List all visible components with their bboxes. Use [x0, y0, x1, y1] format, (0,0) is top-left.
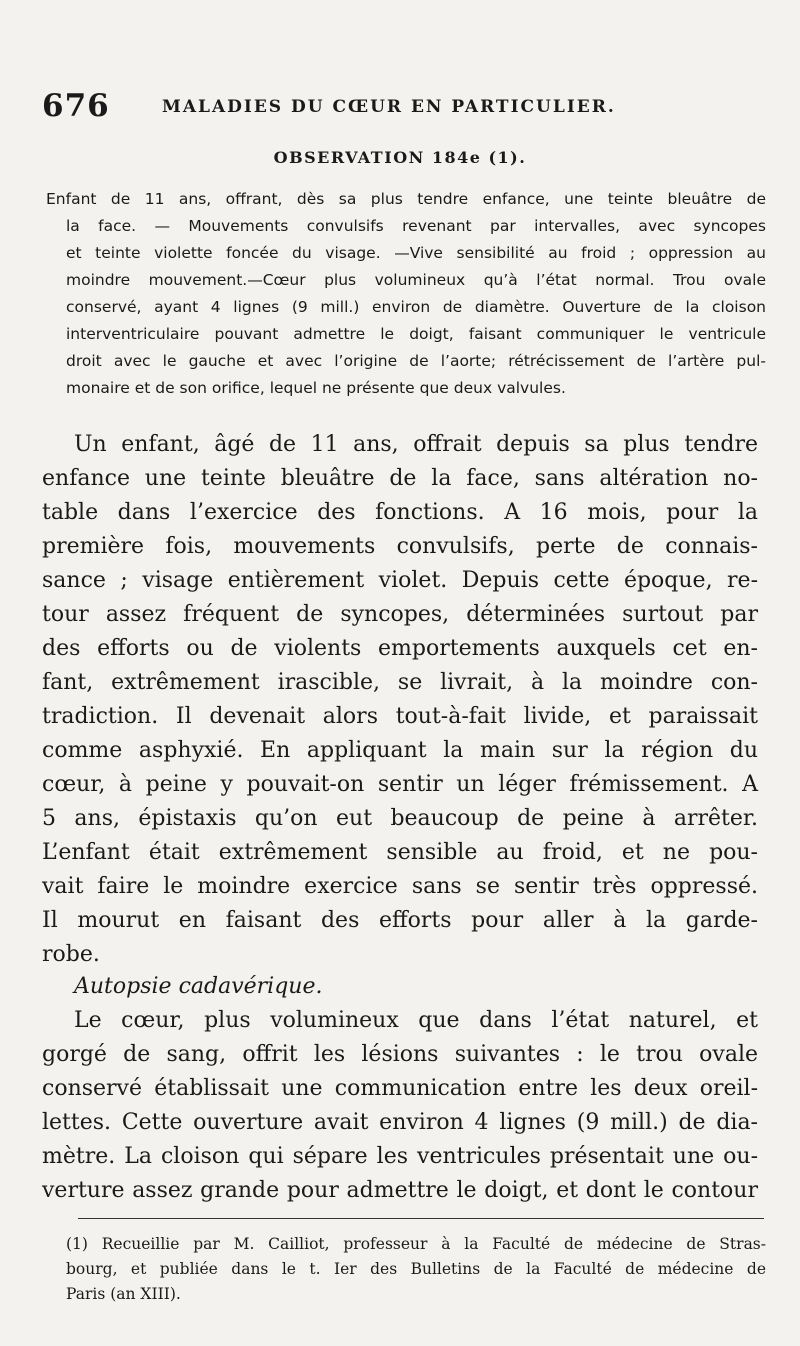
body-line: fant, extrêmement irascible, se livrait, à la moindre con- [42, 670, 758, 695]
summary-line: la face. — Mouvements convulsifs revenant par intervalles, avec syncopes [66, 217, 766, 235]
body-line: conservé établissait une communication entre les deux oreil- [42, 1076, 758, 1101]
page-header [42, 88, 758, 128]
summary-line: monaire et de son orifice, lequel ne présente que deux valvules. [66, 379, 566, 397]
case-narrative [42, 428, 758, 972]
footnote [66, 1232, 766, 1307]
summary-line: interventriculaire pouvant admettre le doigt, faisant communiquer le ventricule [66, 325, 766, 343]
footnote-line: Paris (an XIII). [66, 1285, 181, 1303]
body-line: sance ; visage entièrement violet. Depuis cette époque, re- [42, 568, 758, 593]
summary-line: conservé, ayant 4 lignes (9 mill.) environ de diamètre. Ouverture de la cloison [66, 298, 766, 316]
footnote-line: (1) Recueillie par M. Cailliot, professeur à la Faculté de médecine de Stras- [66, 1235, 766, 1253]
running-head: MALADIES DU CŒUR EN PARTICULIER. [162, 97, 616, 117]
body-line: mètre. La cloison qui sépare les ventricules présentait une ou- [42, 1144, 758, 1169]
body-line: tour assez fréquent de syncopes, déterminées surtout par [42, 602, 758, 627]
body-line: tradiction. Il devenait alors tout-à-fait livide, et paraissait [42, 704, 758, 729]
body-line: cœur, à peine y pouvait-on sentir un léger frémissement. A [42, 772, 758, 797]
body-line: Un enfant, âgé de 11 ans, offrait depuis sa plus tendre [74, 432, 758, 457]
body-line: des efforts ou de violents emportements auxquels cet en- [42, 636, 758, 661]
body-line: gorgé de sang, offrit les lésions suivantes : le trou ovale [42, 1042, 758, 1067]
observation-summary [46, 186, 766, 402]
autopsy-narrative [42, 1004, 758, 1208]
footnote-divider [78, 1218, 764, 1219]
body-line: table dans l’exercice des fonctions. A 16 mois, pour la [42, 500, 758, 525]
body-line: lettes. Cette ouverture avait environ 4 lignes (9 mill.) de dia- [42, 1110, 758, 1135]
body-line: verture assez grande pour admettre le doigt, et dont le contour [42, 1178, 758, 1203]
body-line: enfance une teinte bleuâtre de la face, sans altération no- [42, 466, 758, 491]
page-number: 676 [42, 88, 110, 124]
summary-line: Enfant de 11 ans, offrant, dès sa plus tendre enfance, une teinte bleuâtre de [46, 190, 766, 208]
observation-title: OBSERVATION 184e (1). [273, 148, 527, 167]
body-line: comme asphyxié. En appliquant la main sur la région du [42, 738, 758, 763]
body-line: L’enfant était extrêmement sensible au froid, et ne pou- [42, 840, 758, 865]
autopsy-heading: Autopsie cadavérique. [74, 974, 323, 999]
body-line: robe. [42, 942, 100, 967]
body-line: première fois, mouvements convulsifs, perte de connais- [42, 534, 758, 559]
summary-line: et teinte violette foncée du visage. —Vive sensibilité au froid ; oppression au [66, 244, 766, 262]
body-line: Il mourut en faisant des efforts pour aller à la garde- [42, 908, 758, 933]
body-line: 5 ans, épistaxis qu’on eut beaucoup de peine à arrêter. [42, 806, 758, 831]
summary-line: moindre mouvement.—Cœur plus volumineux qu’à l’état normal. Trou ovale [66, 271, 766, 289]
footnote-line: bourg, et publiée dans le t. Ier des Bulletins de la Faculté de médecine de [66, 1260, 766, 1278]
body-line: vait faire le moindre exercice sans se sentir très oppressé. [42, 874, 758, 899]
body-line: Le cœur, plus volumineux que dans l’état naturel, et [74, 1008, 758, 1033]
summary-line: droit avec le gauche et avec l’origine de l’aorte; rétrécissement de l’artère pul- [66, 352, 766, 370]
